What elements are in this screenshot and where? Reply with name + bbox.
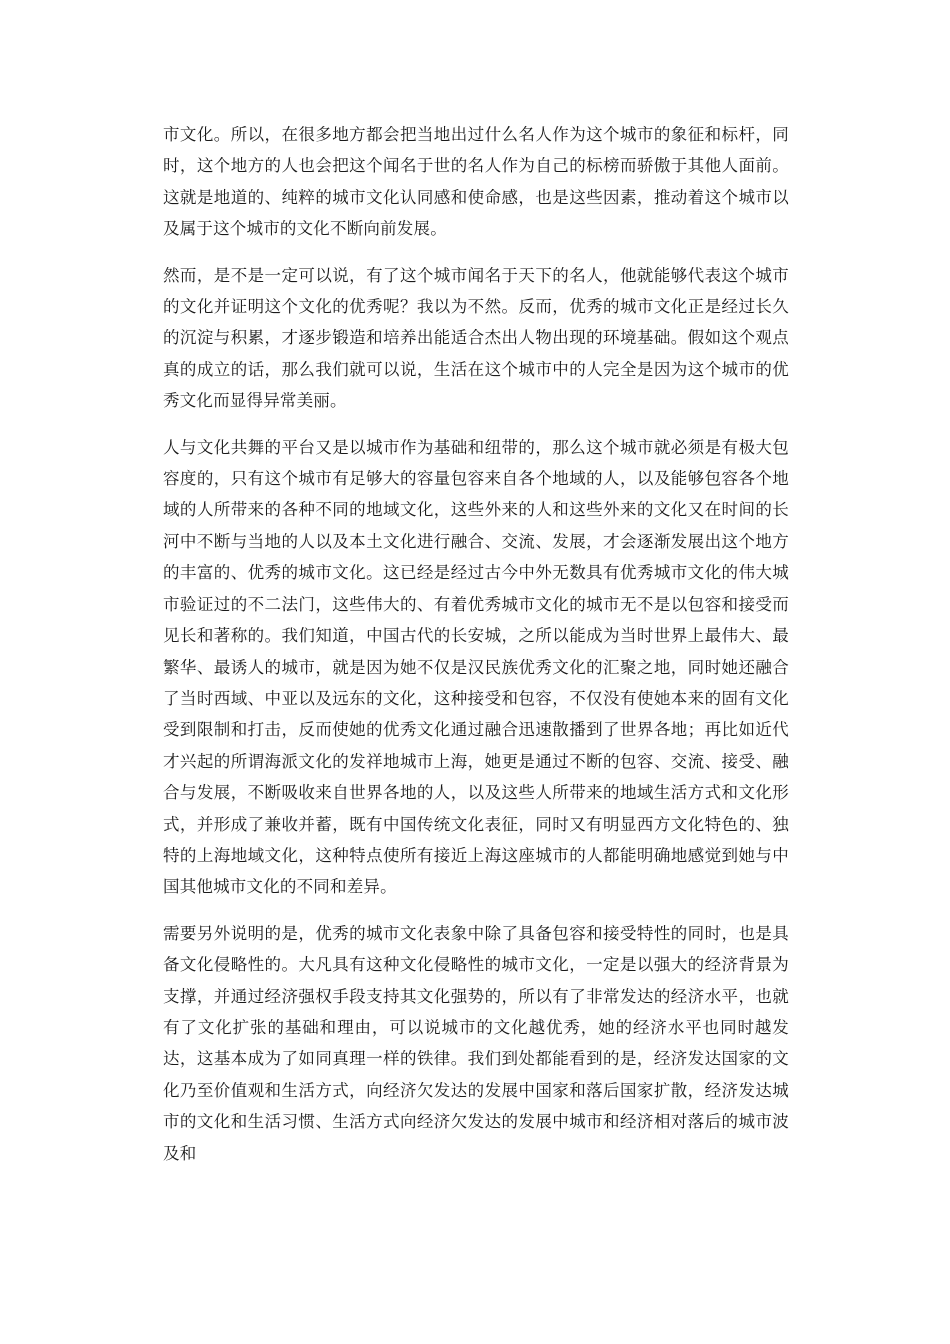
paragraph-4: 需要另外说明的是，优秀的城市文化表象中除了具备包容和接受特性的同时，也是具备文化侵略性的。大凡具有这种文化侵略性的城市文化，一定是以强大的经济背景为支撑，并通过经济强权手段支持其文化强势的，所以有了非常发达的经济水平，也就有了文化扩张的基础和理由，可以说城市的文化越优秀，她的经济水平也同时越发达，这基本成为了如同真理一样的铁律。我们到处都能看到的是，经济发达国家的文化乃至价值观和生活方式，向经济欠发达的发展中国家和落后国家扩散，经济发达城市的文化和生活习惯、生活方式向经济欠发达的发展中城市和经济相对落后的城市波及和 xyxy=(163,923,789,1163)
paragraph-2: 然而，是不是一定可以说，有了这个城市闻名于天下的名人，他就能够代表这个城市的文化并证明这个文化的优秀呢？我以为不然。反而，优秀的城市文化正是经过长久的沉淀与积累，才逐步锻造和培养出能适合杰出人物出现的环境基础。假如这个观点真的成立的话，那么我们就可以说，生活在这个城市中的人完全是因为这个城市的优秀文化而显得异常美丽。 xyxy=(163,265,789,411)
document-body xyxy=(163,119,789,1184)
paragraph-3: 人与文化共舞的平台又是以城市作为基础和纽带的，那么这个城市就必须是有极大包容度的，只有这个城市有足够大的容量包容来自各个地域的人，以及能够包容各个地域的人所带来的各种不同的地域文化，这些外来的人和这些外来的文化又在时间的长河中不断与当地的人以及本土文化进行融合、交流、发展，才会逐渐发展出这个地方的丰富的、优秀的城市文化。这已经是经过古今中外无数具有优秀城市文化的伟大城市验证过的不二法门，这些伟大的、有着优秀城市文化的城市无不是以包容和接受而见长和著称的。我们知道，中国古代的长安城，之所以能成为当时世界上最伟大、最繁华、最诱人的城市，就是因为她不仅是汉民族优秀文化的汇聚之地，同时她还融合了当时西域、中亚以及远东的文化，这种接受和包容，不仅没有使她本来的固有文化受到限制和打击，反而使她的优秀文化通过融合迅速散播到了世界各地；再比如近代才兴起的所谓海派文化的发祥地城市上海，她更是通过不断的包容、交流、接受、融合与发展，不断吸收来自世界各地的人，以及这些人所带来的地域生活方式和文化形式，并形成了兼收并蓄，既有中国传统文化表征，同时又有明显西方文化特色的、独特的上海地域文化，这种特点使所有接近上海这座城市的人都能明确地感觉到她与中国其他城市文化的不同和差异。 xyxy=(163,437,789,897)
paragraph-1: 市文化。所以，在很多地方都会把当地出过什么名人作为这个城市的象征和标杆，同时，这个地方的人也会把这个闻名于世的名人作为自己的标榜而骄傲于其他人面前。这就是地道的、纯粹的城市文化认同感和使命感，也是这些因素，推动着这个城市以及属于这个城市的文化不断向前发展。 xyxy=(163,125,789,239)
